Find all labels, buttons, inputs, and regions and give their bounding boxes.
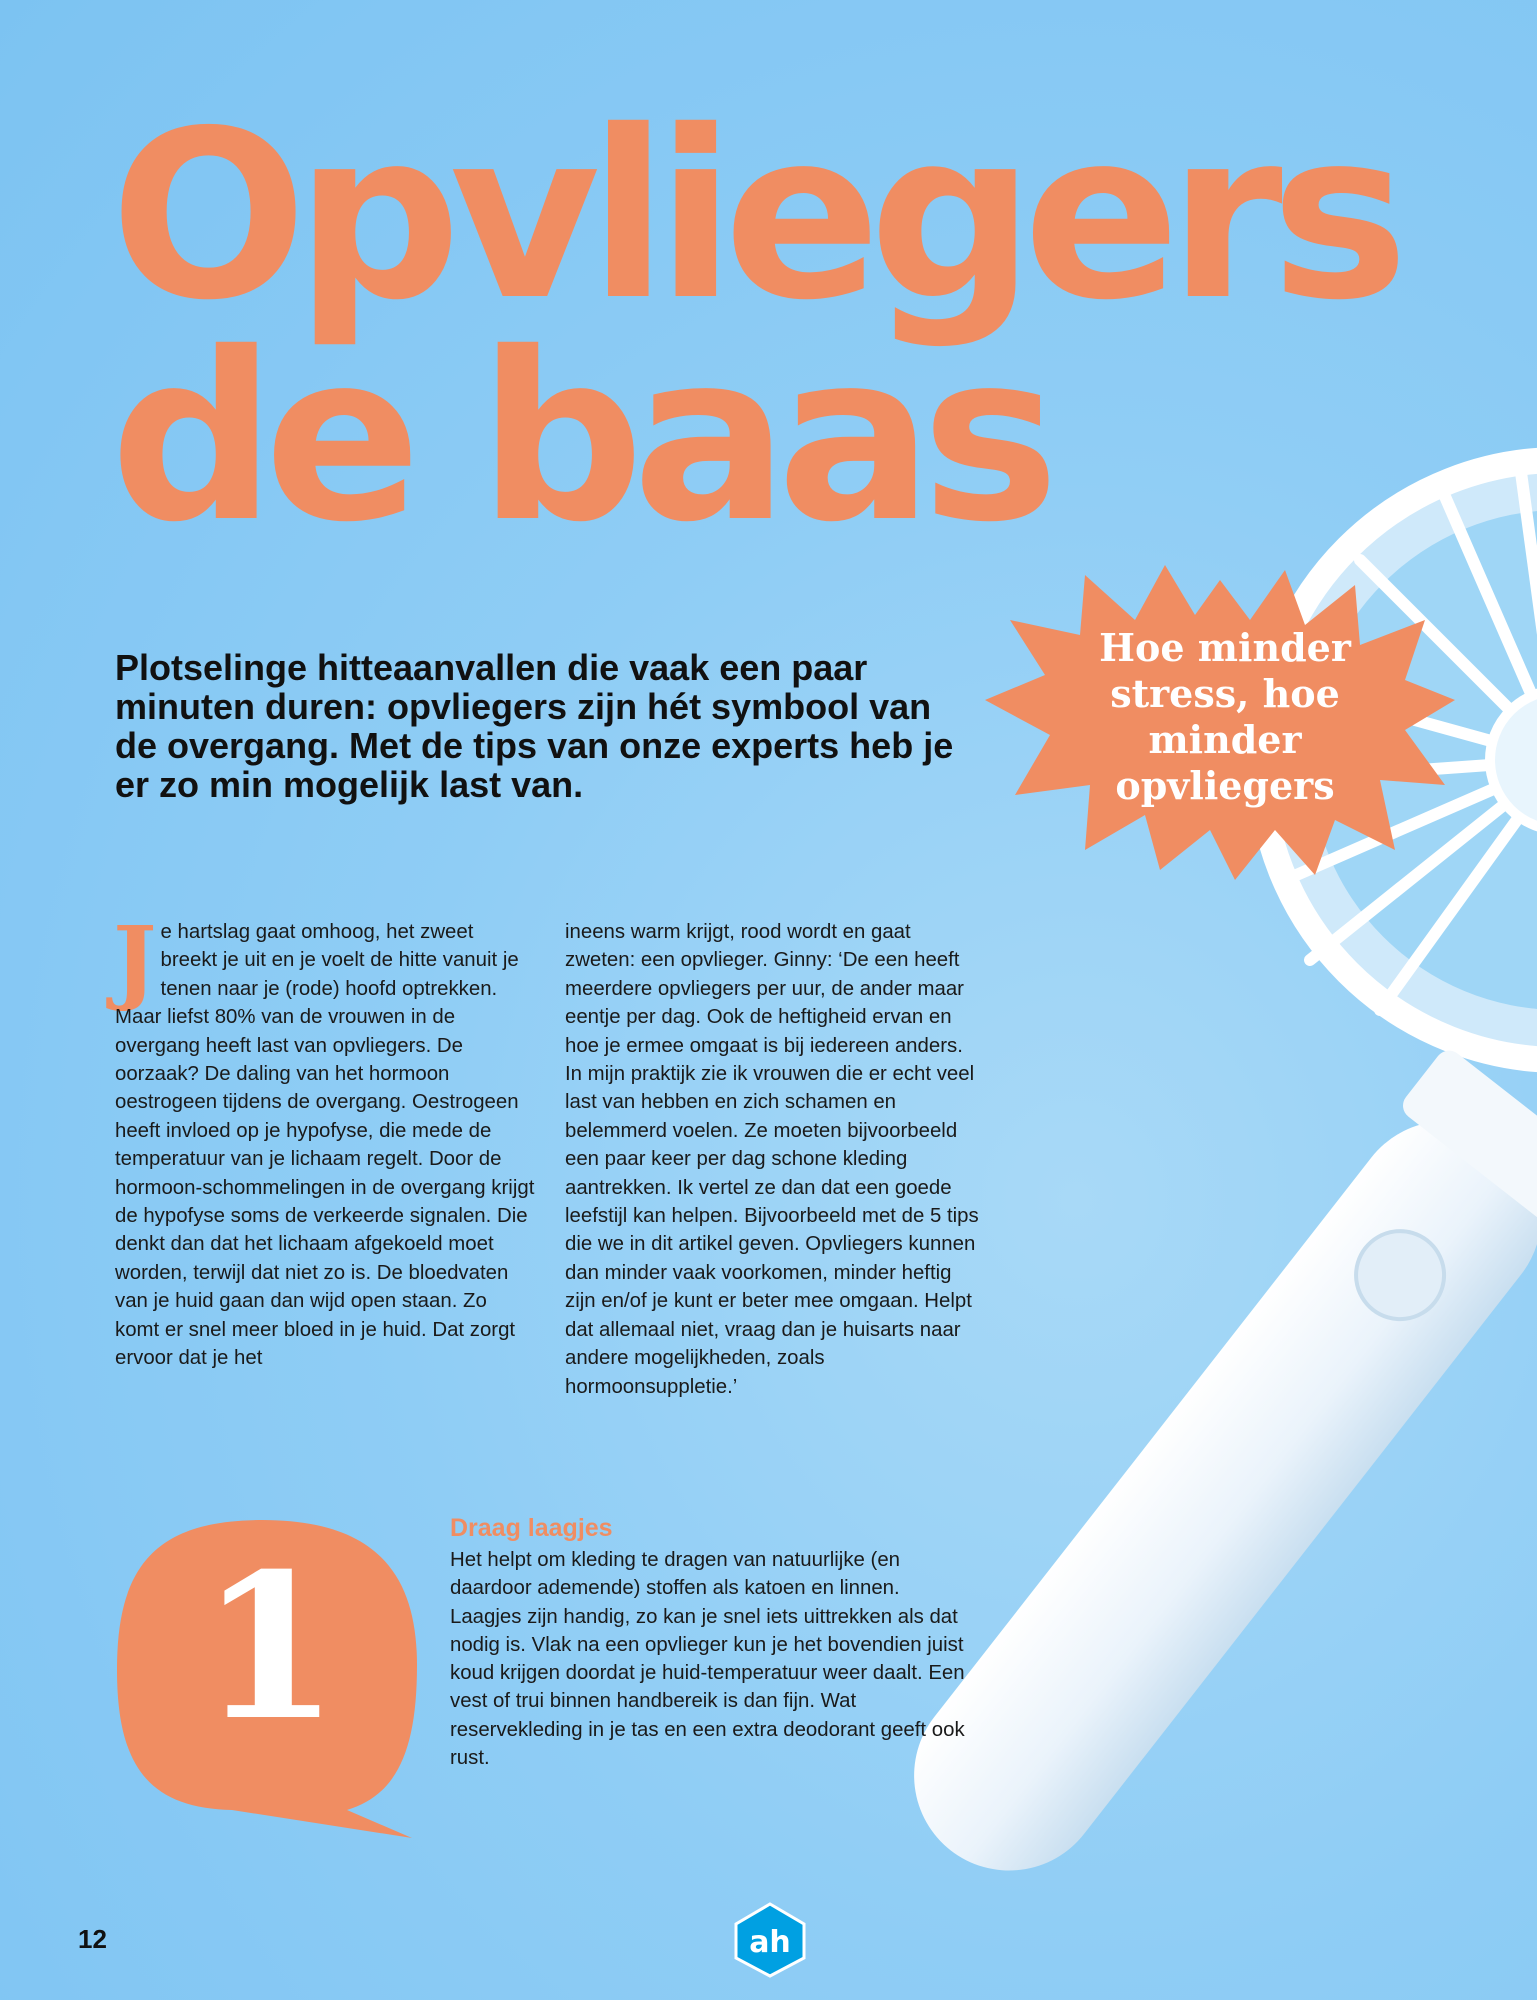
article-intro: Plotselinge hitteaanvallen die vaak een paar minuten duren: opvliegers zijn hét symbool van de overgang. Met de tips van onze experts heb je er zo min mogelijk last van. [115,647,954,805]
body-column-1 [113,906,535,1373]
page-number: 12 [78,1924,107,1954]
title-line-2: de baas [110,303,1048,573]
tip-body: Het helpt om kleding te dragen van natuurlijke (en daardoor ademende) stoffen als katoen en linnen. Laagjes zijn handig, zo kan je snel iets uittrekken als dat nodig is. Vlak na een opvlieger kun je het bovendien juist koud krijgen doordat je huid-temperatuur weer daalt. Een vest of trui binnen handbereik is dan fijn. Wat reservekleding in je tas en een extra deodorant geeft ook rust. [450,1549,965,1770]
tip-heading: Draag laagjes [450,1514,613,1542]
body-column-1-text: e hartslag gaat omhoog, het zweet breekt je uit en je voelt de hitte vanuit je tenen naar je (rode) hoofd optrekken. Maar liefst 80% van de vrouwen in de overgang heeft last van opvliegers. De oorzaak? De daling van het hormoon oestrogeen tijdens de overgang. Oestrogeen heeft invloed op je hypofyse, die mede de temperatuur van je lichaam regelt. Door de hormoon-schommelingen in de overgang krijgt de hypofyse soms de verkeerde signalen. Die denkt dan dat het lichaam afgekoeld moet worden, terwijl dat niet zo is. De bloedvaten van je huid gaan dan wijd open staan. Zo komt er snel meer bloed in je huid. Dat zorgt ervoor dat je het [115,921,535,1370]
dropcap: J [113,906,157,1014]
quote-burst-text: Hoe minder stress, hoe minder opvliegers [1099,625,1351,808]
albert-heijn-logo-icon [732,1902,808,1978]
logo-text: ah [749,1925,791,1960]
article-title [110,81,1397,573]
title-line-1: Opvliegers [110,81,1397,351]
tip-number: 1 [200,1530,340,1765]
body-column-2: ineens warm krijgt, rood wordt en gaat zweten: een opvlieger. Ginny: ‘De een heeft meerdere opvliegers per uur, de ander maar eentje per dag. Ook de heftigheid ervan en hoe je ermee omgaat is bij iedereen anders. In mijn praktijk zie ik vrouwen die er echt veel last van hebben en zich schamen en belemmerd voelen. Ze moeten bijvoorbeeld een paar keer per dag schone kleding aantrekken. Ik vertel ze dan dat een goede leefstijl kan helpen. Bijvoorbeeld met de 5 tips die we in dit artikel geven. Opvliegers kunnen dan minder vaak voorkomen, minder heftig zijn en/of je kunt er beter mee omgaan. Helpt dat allemaal niet, vraag dan je huisarts naar andere mogelijkheden, zoals hormoonsuppletie.’ [565,921,979,1398]
